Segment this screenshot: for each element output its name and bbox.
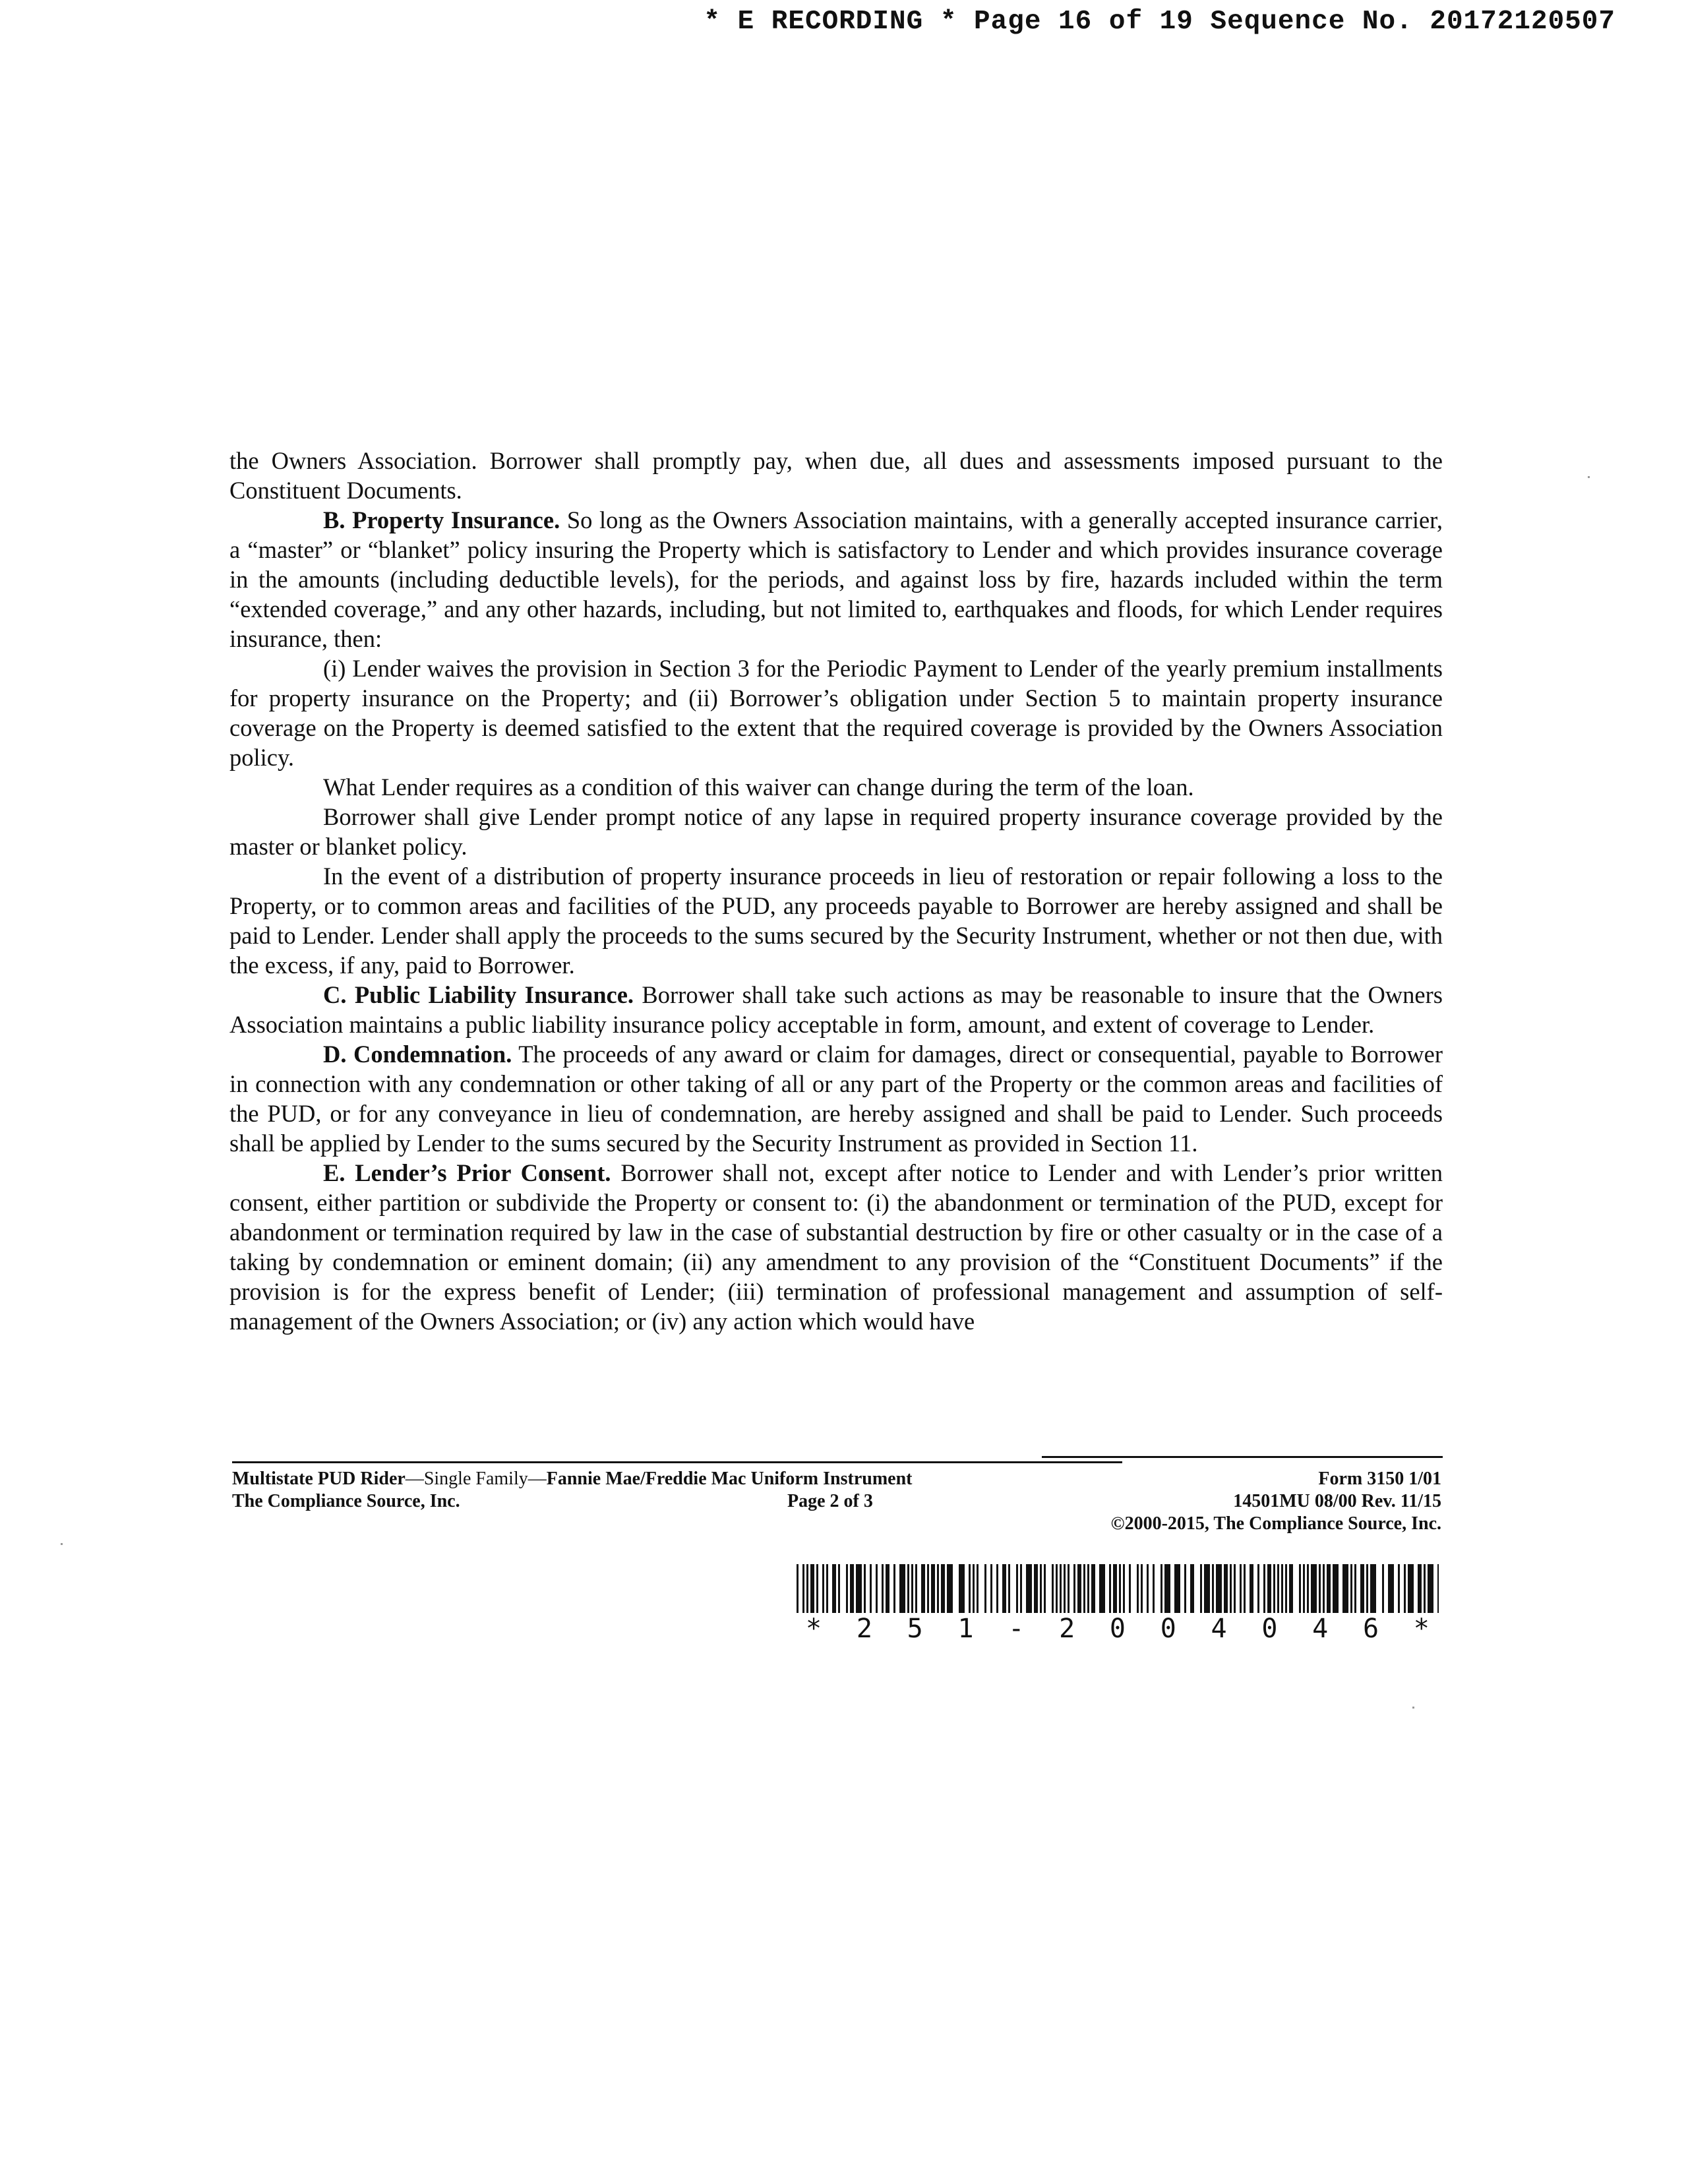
barcode-bar bbox=[984, 1564, 986, 1613]
barcode-bar bbox=[1113, 1564, 1117, 1613]
barcode-bar bbox=[1360, 1564, 1364, 1613]
barcode-bar bbox=[1212, 1564, 1214, 1613]
barcode-bar bbox=[1068, 1564, 1070, 1613]
barcode-bar bbox=[850, 1564, 854, 1613]
barcode-bar bbox=[1064, 1564, 1066, 1613]
barcode-bar bbox=[1289, 1564, 1293, 1613]
barcode-bar bbox=[1129, 1564, 1131, 1613]
barcode-bar bbox=[1016, 1564, 1018, 1613]
barcode-bar bbox=[1056, 1564, 1058, 1613]
barcode-bar bbox=[1153, 1564, 1155, 1613]
footer-rule-right bbox=[1042, 1456, 1443, 1458]
barcode-bar bbox=[1190, 1564, 1194, 1613]
barcode-char: 1 bbox=[957, 1614, 974, 1644]
barcode-bar bbox=[1230, 1564, 1232, 1613]
barcode-bar bbox=[1342, 1564, 1348, 1613]
barcode-bar bbox=[838, 1564, 840, 1613]
section-d-text: The proceeds of any award or claim for damages, direct or consequential, payable to Borrower in connection with any condemnation or other taking of all or any part of the Property or the common areas and facilities of the PUD, or for any conveyance in lieu of condemnation, are hereby assigned and shall be paid to Lender. Such proceeds shall be applied by Lender to the sums secured by the Security Instrument as provided in Section 11. bbox=[229, 1041, 1443, 1157]
section-b-heading: B. Property Insurance. bbox=[323, 506, 560, 533]
barcode-bar bbox=[1234, 1564, 1236, 1613]
barcode-bar bbox=[1052, 1564, 1054, 1613]
barcode-bar bbox=[1408, 1564, 1414, 1613]
barcode-bar bbox=[1273, 1564, 1275, 1613]
barcode-bar bbox=[1040, 1564, 1042, 1613]
barcode-bar bbox=[1087, 1564, 1089, 1613]
barcode-bar bbox=[931, 1564, 935, 1613]
barcode-bar bbox=[1250, 1564, 1253, 1613]
barcode-char: 2 bbox=[856, 1614, 872, 1644]
barcode-bar bbox=[1044, 1564, 1046, 1613]
barcode-bar bbox=[1244, 1564, 1246, 1613]
barcode-bar bbox=[911, 1564, 913, 1613]
barcode-bars bbox=[791, 1564, 1444, 1613]
footer-form-title bbox=[232, 1468, 912, 1490]
barcode-bar bbox=[1020, 1564, 1022, 1613]
barcode-char: 4 bbox=[1312, 1614, 1329, 1644]
barcode-bar bbox=[927, 1564, 929, 1613]
barcode bbox=[791, 1564, 1444, 1643]
barcode-bar bbox=[990, 1564, 992, 1613]
barcode-bar bbox=[1333, 1564, 1339, 1613]
barcode-bar bbox=[1240, 1564, 1242, 1613]
barcode-bar bbox=[802, 1564, 804, 1613]
barcode-bar bbox=[1311, 1564, 1317, 1613]
barcode-bar bbox=[1141, 1564, 1143, 1613]
recording-header: * E RECORDING * Page 16 of 19 Sequence No. 20172120507 bbox=[704, 7, 1615, 37]
barcode-bar bbox=[876, 1564, 878, 1613]
section-d-heading: D. Condemnation. bbox=[323, 1041, 512, 1068]
barcode-bar bbox=[937, 1564, 939, 1613]
section-e-text: Borrower shall not, except after notice to Lender and with Lender’s prior written consent, either partition or subdivide the Property or consent to: (i) the abandonment or termination of the PUD, except for abandonment or termination required by law in the case of substantial destruction by fire or other casualty or in the case of a taking by condemnation or eminent domain; (ii) any amendment to any provision of the “Constituent Documents” if the provision is for the express benefit of Lender; (iii) termination of professional management and assumption of self-management of the Owners Association; or (iv) any action which would have bbox=[229, 1159, 1443, 1335]
scan-speck bbox=[1412, 1707, 1414, 1709]
barcode-bar bbox=[1119, 1564, 1121, 1613]
barcode-bar bbox=[915, 1564, 917, 1613]
scan-speck bbox=[61, 1543, 63, 1545]
footer-copyright: ©2000-2015, The Compliance Source, Inc. bbox=[1110, 1513, 1441, 1534]
barcode-bar bbox=[1354, 1564, 1356, 1613]
barcode-bar bbox=[959, 1564, 965, 1613]
barcode-bar bbox=[1388, 1564, 1394, 1613]
section-b-distribution: In the event of a distribution of property insurance proceeds in lieu of restoration or repair following a loss to the Property, or to common areas and facilities of the PUD, any proceeds payable to Borrower are hereby assigned and shall be paid to Lender. Lender shall apply the proceeds to the sums secured by the Security Instrument, whether or not then due, with the excess, if any, paid to Borrower. bbox=[229, 863, 1443, 979]
barcode-bar bbox=[1077, 1564, 1081, 1613]
barcode-bar bbox=[864, 1564, 866, 1613]
barcode-bar bbox=[1099, 1564, 1105, 1613]
page-footer bbox=[232, 1468, 1441, 1540]
paragraph-owners-dues: the Owners Association. Borrower shall promptly pay, when due, all dues and assessments imposed pursuant to the Constituent Documents. bbox=[229, 447, 1443, 504]
barcode-bar bbox=[1307, 1564, 1309, 1613]
barcode-bar bbox=[1366, 1564, 1368, 1613]
barcode-bar bbox=[826, 1564, 828, 1613]
barcode-bar bbox=[806, 1564, 808, 1613]
document-body bbox=[229, 446, 1443, 1336]
barcode-bar bbox=[1008, 1564, 1010, 1613]
barcode-bar bbox=[810, 1564, 814, 1613]
section-b-lapse-notice: Borrower shall give Lender prompt notice of any lapse in required property insurance coverage provided by the master or blanket policy. bbox=[229, 803, 1443, 860]
barcode-bar bbox=[1267, 1564, 1271, 1613]
barcode-bar bbox=[870, 1564, 872, 1613]
barcode-bar bbox=[816, 1564, 818, 1613]
barcode-bar bbox=[941, 1564, 945, 1613]
barcode-char: * bbox=[1413, 1614, 1430, 1644]
barcode-char: 0 bbox=[1160, 1614, 1176, 1644]
barcode-bar bbox=[1281, 1564, 1283, 1613]
barcode-bar bbox=[907, 1564, 909, 1613]
barcode-bar bbox=[899, 1564, 905, 1613]
barcode-bar bbox=[882, 1564, 884, 1613]
section-b-clause-i: (i) Lender waives the provision in Section 3 for the Periodic Payment to Lender of the yearly premium installments for property insurance on the Property; and (ii) Borrower’s obligation under Section 5 to maintain property insurance coverage on the Property is deemed satisfied to the extent that the required coverage is provided by the Owners Association policy. bbox=[229, 655, 1443, 771]
barcode-bar bbox=[1083, 1564, 1085, 1613]
barcode-char: 0 bbox=[1261, 1614, 1278, 1644]
section-d-condemnation bbox=[229, 1039, 1443, 1158]
barcode-char: 2 bbox=[1059, 1614, 1075, 1644]
barcode-bar bbox=[1323, 1564, 1325, 1613]
section-e-heading: E. Lender’s Prior Consent. bbox=[323, 1159, 611, 1186]
section-b-text: So long as the Owners Association maintains, with a generally accepted insurance carrier, a “master” or “blanket” policy insuring the Property which is satisfactory to Lender and which provides insurance coverage in the amounts (including deductible levels), for the periods, and against loss by fire, hazards included within the term “extended coverage,” and any other hazards, including, but not limited to, earthquakes and floods, for which Lender requires insurance, then: bbox=[229, 506, 1443, 652]
barcode-bar bbox=[1424, 1564, 1426, 1613]
barcode-bar bbox=[1263, 1564, 1265, 1613]
barcode-bar bbox=[1398, 1564, 1400, 1613]
barcode-bar bbox=[969, 1564, 971, 1613]
barcode-bar bbox=[1060, 1564, 1062, 1613]
barcode-bar bbox=[1277, 1564, 1279, 1613]
footer-rule-left bbox=[232, 1461, 1122, 1463]
barcode-char: * bbox=[806, 1614, 822, 1644]
footer-page-number: Page 2 of 3 bbox=[787, 1491, 873, 1511]
barcode-bar bbox=[1224, 1564, 1228, 1613]
footer-company: The Compliance Source, Inc. bbox=[232, 1491, 460, 1511]
barcode-bar bbox=[1137, 1564, 1139, 1613]
barcode-bar bbox=[1216, 1564, 1222, 1613]
section-e-prior-consent bbox=[229, 1158, 1443, 1336]
barcode-bar bbox=[856, 1564, 862, 1613]
barcode-bar bbox=[886, 1564, 889, 1613]
barcode-bar bbox=[797, 1564, 799, 1613]
barcode-bar bbox=[1327, 1564, 1331, 1613]
footer-form-number: Form 3150 1/01 bbox=[1318, 1469, 1441, 1489]
barcode-bar bbox=[1285, 1564, 1287, 1613]
barcode-bar bbox=[1109, 1564, 1111, 1613]
barcode-bar bbox=[1073, 1564, 1075, 1613]
barcode-bar bbox=[996, 1564, 998, 1613]
barcode-bar bbox=[973, 1564, 975, 1613]
barcode-bar bbox=[1123, 1564, 1125, 1613]
barcode-bar bbox=[921, 1564, 925, 1613]
barcode-bar bbox=[1319, 1564, 1321, 1613]
barcode-bar bbox=[1370, 1564, 1376, 1613]
barcode-bar bbox=[1091, 1564, 1095, 1613]
barcode-char: 6 bbox=[1362, 1614, 1379, 1644]
barcode-bar bbox=[1002, 1564, 1006, 1613]
section-c-public-liability bbox=[229, 980, 1443, 1039]
barcode-bar bbox=[1174, 1564, 1180, 1613]
barcode-bar bbox=[1147, 1564, 1149, 1613]
barcode-text bbox=[791, 1614, 1444, 1643]
section-c-heading: C. Public Liability Insurance. bbox=[323, 981, 634, 1008]
barcode-bar bbox=[1350, 1564, 1352, 1613]
barcode-bar bbox=[1428, 1564, 1433, 1613]
footer-title-part3: Fannie Mae/Freddie Mac Uniform Instrument bbox=[546, 1469, 913, 1489]
section-b-waiver-condition: What Lender requires as a condition of this waiver can change during the term of the loan. bbox=[323, 774, 1194, 801]
barcode-char: - bbox=[1008, 1614, 1025, 1644]
barcode-bar bbox=[832, 1564, 836, 1613]
barcode-bar bbox=[1026, 1564, 1032, 1613]
footer-title-part1: Multistate PUD Rider bbox=[232, 1469, 406, 1489]
footer-revision: 14501MU 08/00 Rev. 11/15 bbox=[1233, 1491, 1441, 1511]
scan-speck bbox=[1588, 476, 1590, 478]
section-c-text: Borrower shall take such actions as may be reasonable to insure that the Owners Association maintains a public liability insurance policy acceptable in form, amount, and extent of coverage to Lender. bbox=[229, 981, 1443, 1038]
barcode-bar bbox=[1418, 1564, 1422, 1613]
barcode-bar bbox=[1164, 1564, 1170, 1613]
barcode-bar bbox=[977, 1564, 979, 1613]
barcode-char: 0 bbox=[1109, 1614, 1126, 1644]
barcode-bar bbox=[822, 1564, 824, 1613]
barcode-bar bbox=[1382, 1564, 1384, 1613]
barcode-bar bbox=[846, 1564, 848, 1613]
barcode-bar bbox=[1184, 1564, 1186, 1613]
barcode-bar bbox=[1160, 1564, 1162, 1613]
section-b-property-insurance bbox=[229, 505, 1443, 653]
barcode-bar bbox=[1204, 1564, 1210, 1613]
footer-title-part2: —Single Family— bbox=[405, 1469, 547, 1489]
barcode-bar bbox=[1437, 1564, 1439, 1613]
barcode-bar bbox=[1034, 1564, 1038, 1613]
barcode-char: 5 bbox=[907, 1614, 923, 1644]
barcode-bar bbox=[893, 1564, 895, 1613]
barcode-bar bbox=[1404, 1564, 1406, 1613]
barcode-bar bbox=[1299, 1564, 1301, 1613]
barcode-bar bbox=[1200, 1564, 1202, 1613]
barcode-char: 4 bbox=[1211, 1614, 1227, 1644]
barcode-bar bbox=[1257, 1564, 1259, 1613]
barcode-bar bbox=[1303, 1564, 1305, 1613]
barcode-bar bbox=[947, 1564, 953, 1613]
